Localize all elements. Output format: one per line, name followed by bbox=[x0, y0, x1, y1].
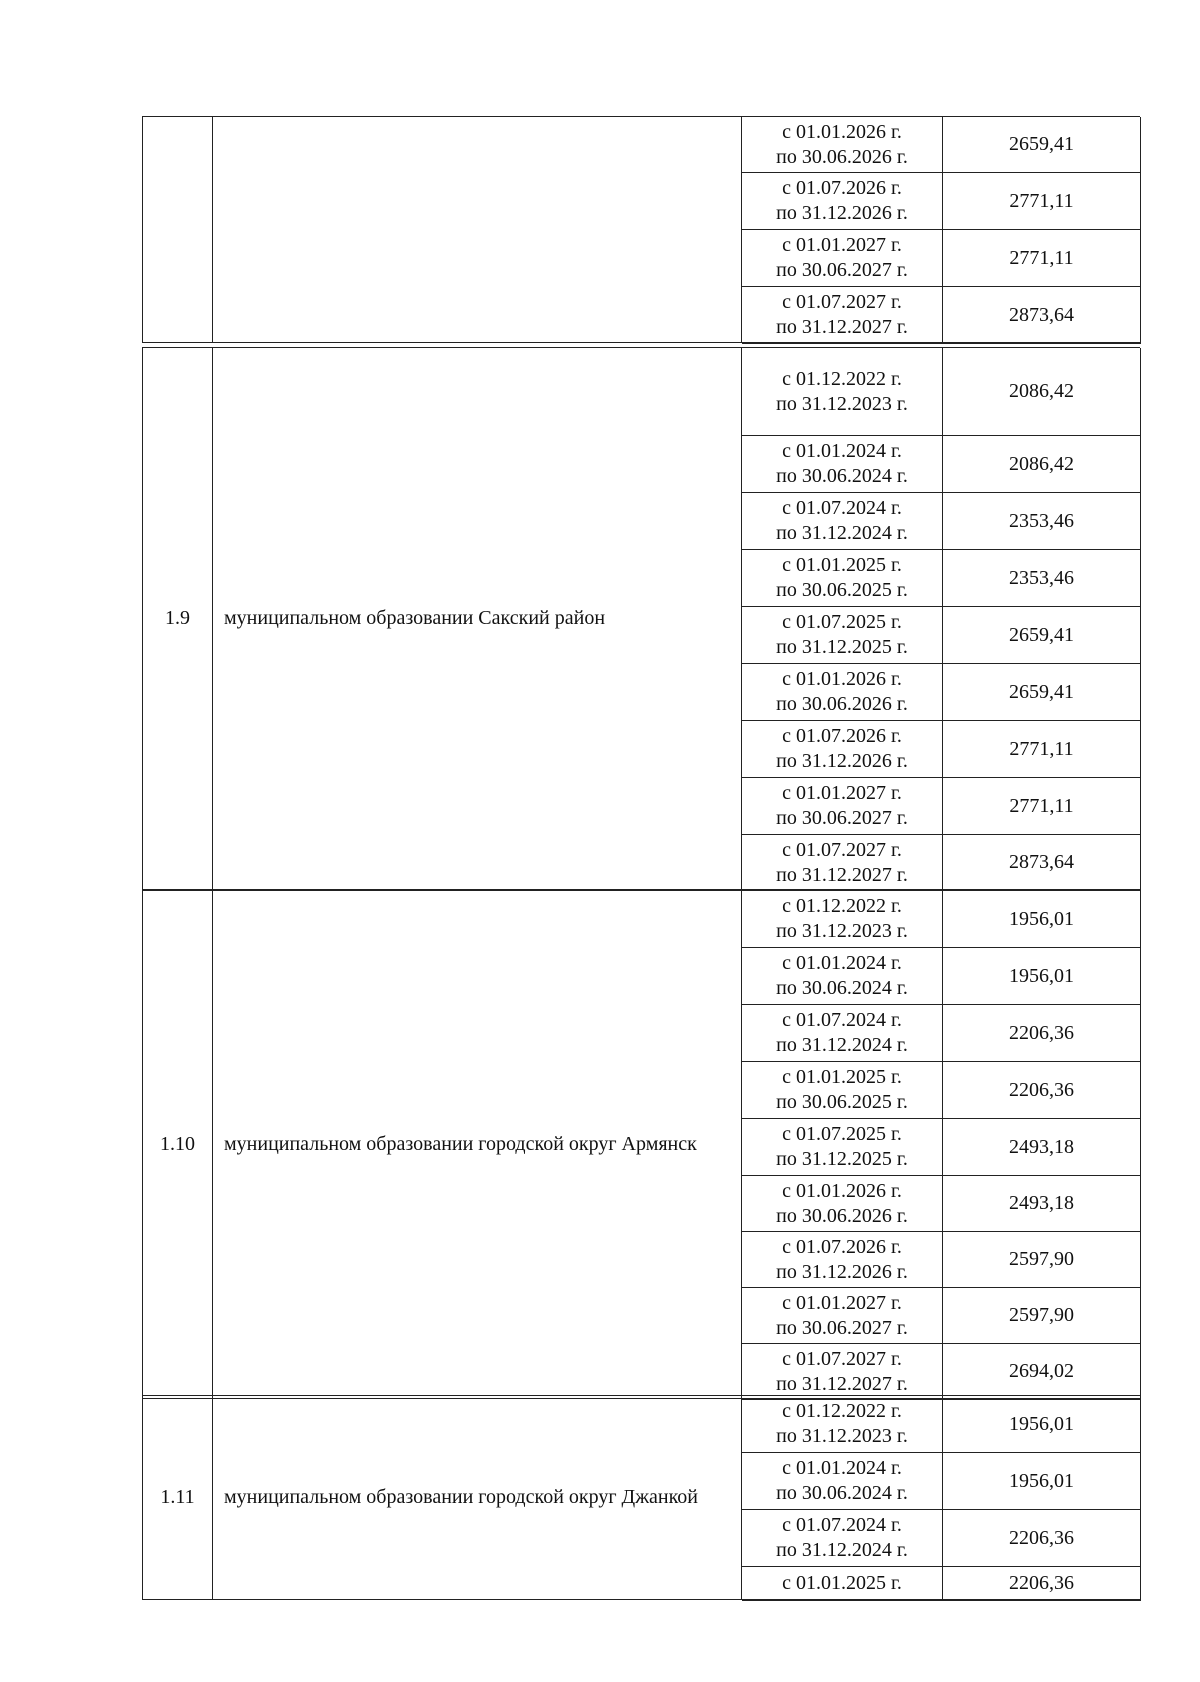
period-cell bbox=[742, 1510, 943, 1566]
table-row bbox=[742, 1232, 1141, 1288]
table-group bbox=[142, 890, 1140, 1399]
period-from: с 01.01.2024 г. bbox=[782, 440, 902, 462]
period-cell bbox=[742, 1119, 943, 1175]
table-row bbox=[742, 1288, 1141, 1344]
period-cell bbox=[742, 436, 943, 492]
period-from: с 01.12.2022 г. bbox=[782, 367, 902, 390]
tariff-value: 2597,90 bbox=[1009, 1248, 1074, 1270]
period-cell bbox=[742, 230, 943, 286]
period-to: по 31.12.2026 г. bbox=[776, 750, 908, 772]
municipality-name: муниципальном образовании Сакский район bbox=[213, 348, 742, 889]
item-number: 1.9 bbox=[143, 348, 213, 889]
period-cell bbox=[742, 835, 943, 890]
table-row bbox=[742, 1510, 1141, 1567]
period-cell bbox=[742, 287, 943, 343]
tariff-value: 2086,42 bbox=[1009, 380, 1074, 402]
period-to: по 30.06.2026 г. bbox=[776, 1204, 908, 1227]
period-cell bbox=[742, 1232, 943, 1287]
table-row bbox=[742, 173, 1141, 230]
tariff-value: 1956,01 bbox=[1009, 1412, 1074, 1435]
table-row bbox=[742, 493, 1141, 550]
period-from: с 01.07.2027 г. bbox=[782, 291, 902, 313]
period-from: с 01.01.2026 г. bbox=[782, 668, 902, 690]
period-from: с 01.01.2027 г. bbox=[782, 1291, 902, 1314]
period-to: по 31.12.2024 г. bbox=[776, 1539, 908, 1561]
tariff-value: 1956,01 bbox=[1009, 964, 1074, 987]
item-number bbox=[143, 117, 213, 342]
table-row bbox=[742, 1005, 1141, 1062]
period-from: с 01.07.2026 г. bbox=[782, 177, 902, 199]
period-to: по 31.12.2025 г. bbox=[776, 636, 908, 658]
period-from: с 01.07.2027 г. bbox=[782, 1347, 902, 1370]
tariff-value: 2086,42 bbox=[1009, 452, 1074, 475]
period-to: по 31.12.2024 г. bbox=[776, 1034, 908, 1056]
table-group bbox=[142, 1395, 1140, 1600]
period-rows bbox=[742, 1396, 1141, 1599]
tariff-value: 2206,36 bbox=[1009, 1572, 1074, 1594]
period-to: по 31.12.2027 г. bbox=[776, 1372, 908, 1395]
period-to: по 30.06.2027 г. bbox=[776, 807, 908, 829]
period-to: по 31.12.2027 г. bbox=[776, 863, 908, 886]
period-from: с 01.07.2025 г. bbox=[782, 611, 902, 633]
table-group bbox=[142, 116, 1140, 343]
period-cell bbox=[742, 493, 943, 549]
period-cell bbox=[742, 607, 943, 663]
tariff-value: 2206,36 bbox=[1009, 1078, 1074, 1101]
table-row bbox=[742, 778, 1141, 835]
period-cell bbox=[742, 117, 943, 172]
tariff-value: 1956,01 bbox=[1009, 907, 1074, 930]
period-to: по 30.06.2026 г. bbox=[776, 145, 908, 168]
period-to: по 30.06.2025 г. bbox=[776, 1091, 908, 1113]
period-from: с 01.12.2022 г. bbox=[782, 1400, 902, 1422]
period-cell bbox=[742, 1176, 943, 1231]
table-row bbox=[742, 1567, 1141, 1601]
table-row bbox=[742, 348, 1141, 436]
table-row bbox=[742, 1453, 1141, 1510]
period-from: с 01.07.2026 г. bbox=[782, 725, 902, 747]
period-from: с 01.07.2026 г. bbox=[782, 1235, 902, 1258]
item-number: 1.10 bbox=[143, 891, 213, 1398]
period-cell bbox=[742, 550, 943, 606]
period-to: по 31.12.2023 г. bbox=[776, 392, 908, 415]
period-from: с 01.01.2025 г. bbox=[782, 1066, 902, 1088]
tariff-value: 2493,18 bbox=[1009, 1135, 1074, 1158]
period-from: с 01.07.2024 г. bbox=[782, 497, 902, 519]
tariff-value: 2873,64 bbox=[1009, 851, 1074, 873]
period-cell bbox=[742, 1567, 943, 1600]
period-cell bbox=[742, 1062, 943, 1118]
period-cell bbox=[742, 1344, 943, 1399]
period-cell bbox=[742, 1288, 943, 1343]
tariff-value: 2597,90 bbox=[1009, 1304, 1074, 1326]
period-rows bbox=[742, 891, 1141, 1398]
period-cell bbox=[742, 664, 943, 720]
period-to: по 31.12.2026 г. bbox=[776, 1260, 908, 1283]
period-to: по 30.06.2024 г. bbox=[776, 1482, 908, 1504]
table-row bbox=[742, 1396, 1141, 1453]
period-to: по 30.06.2027 г. bbox=[776, 259, 908, 281]
period-cell bbox=[742, 721, 943, 777]
tariff-value: 2659,41 bbox=[1009, 133, 1074, 155]
tariff-value: 2873,64 bbox=[1009, 303, 1074, 326]
period-cell bbox=[742, 778, 943, 834]
table-row bbox=[742, 607, 1141, 664]
tariff-value: 2206,36 bbox=[1009, 1021, 1074, 1044]
table-row bbox=[742, 1119, 1141, 1176]
period-rows bbox=[742, 117, 1141, 342]
period-to: по 30.06.2024 г. bbox=[776, 465, 908, 487]
period-from: с 01.07.2027 г. bbox=[782, 838, 902, 861]
table-row bbox=[742, 230, 1141, 287]
table-row bbox=[742, 117, 1141, 173]
table-row bbox=[742, 1062, 1141, 1119]
table-row bbox=[742, 1176, 1141, 1232]
period-to: по 31.12.2027 г. bbox=[776, 316, 908, 338]
table-row bbox=[742, 721, 1141, 778]
tariff-value: 2771,11 bbox=[1009, 737, 1074, 760]
period-from: с 01.07.2024 г. bbox=[782, 1009, 902, 1031]
period-to: по 30.06.2027 г. bbox=[776, 1316, 908, 1339]
period-cell bbox=[742, 1453, 943, 1509]
table-row bbox=[742, 835, 1141, 891]
period-from: с 01.07.2024 г. bbox=[782, 1514, 902, 1536]
period-cell bbox=[742, 348, 943, 435]
table-row bbox=[742, 436, 1141, 493]
period-cell bbox=[742, 948, 943, 1004]
table-row bbox=[742, 948, 1141, 1005]
table-row bbox=[742, 664, 1141, 721]
period-to: по 31.12.2024 г. bbox=[776, 522, 908, 544]
tariff-value: 2659,41 bbox=[1009, 623, 1074, 646]
tariff-value: 2353,46 bbox=[1009, 566, 1074, 589]
municipality-name: муниципальном образовании городской округ Джанкой bbox=[213, 1396, 742, 1599]
period-cell bbox=[742, 891, 943, 947]
tariff-value: 2206,36 bbox=[1009, 1526, 1074, 1549]
period-to: по 31.12.2025 г. bbox=[776, 1148, 908, 1170]
period-from: с 01.01.2027 г. bbox=[782, 782, 902, 804]
period-from: с 01.01.2027 г. bbox=[782, 234, 902, 256]
tariff-value: 2659,41 bbox=[1009, 680, 1074, 703]
tariff-value: 2493,18 bbox=[1009, 1192, 1074, 1214]
period-from: с 01.01.2026 г. bbox=[782, 1179, 902, 1202]
tariff-value: 2694,02 bbox=[1009, 1360, 1074, 1382]
table-row bbox=[742, 550, 1141, 607]
tariff-value: 1956,01 bbox=[1009, 1469, 1074, 1492]
item-number: 1.11 bbox=[143, 1396, 213, 1599]
period-from: с 01.01.2026 г. bbox=[782, 120, 902, 143]
tariff-value: 2771,11 bbox=[1009, 794, 1074, 817]
period-from: с 01.01.2025 г. bbox=[782, 554, 902, 576]
period-to: по 31.12.2023 г. bbox=[776, 920, 908, 942]
period-to: по 31.12.2026 г. bbox=[776, 202, 908, 224]
period-cell bbox=[742, 1396, 943, 1452]
period-cell bbox=[742, 1005, 943, 1061]
table-row bbox=[742, 1344, 1141, 1400]
tariff-value: 2353,46 bbox=[1009, 509, 1074, 532]
period-to: по 30.06.2025 г. bbox=[776, 579, 908, 601]
period-cell bbox=[742, 173, 943, 229]
period-from: с 01.07.2025 г. bbox=[782, 1123, 902, 1145]
tariff-value: 2771,11 bbox=[1009, 189, 1074, 212]
municipality-name bbox=[213, 117, 742, 342]
table-row bbox=[742, 891, 1141, 948]
period-rows bbox=[742, 348, 1141, 889]
period-to: по 30.06.2024 г. bbox=[776, 977, 908, 999]
municipality-name: муниципальном образовании городской округ Армянск bbox=[213, 891, 742, 1398]
period-to: по 31.12.2023 г. bbox=[776, 1425, 908, 1447]
period-from: с 01.01.2025 г. bbox=[782, 1572, 902, 1594]
tariff-value: 2771,11 bbox=[1009, 246, 1074, 269]
table-group bbox=[142, 347, 1140, 890]
period-to: по 30.06.2026 г. bbox=[776, 693, 908, 715]
period-from: с 01.12.2022 г. bbox=[782, 895, 902, 917]
table-row bbox=[742, 287, 1141, 344]
period-from: с 01.01.2024 г. bbox=[782, 952, 902, 974]
period-from: с 01.01.2024 г. bbox=[782, 1457, 902, 1479]
